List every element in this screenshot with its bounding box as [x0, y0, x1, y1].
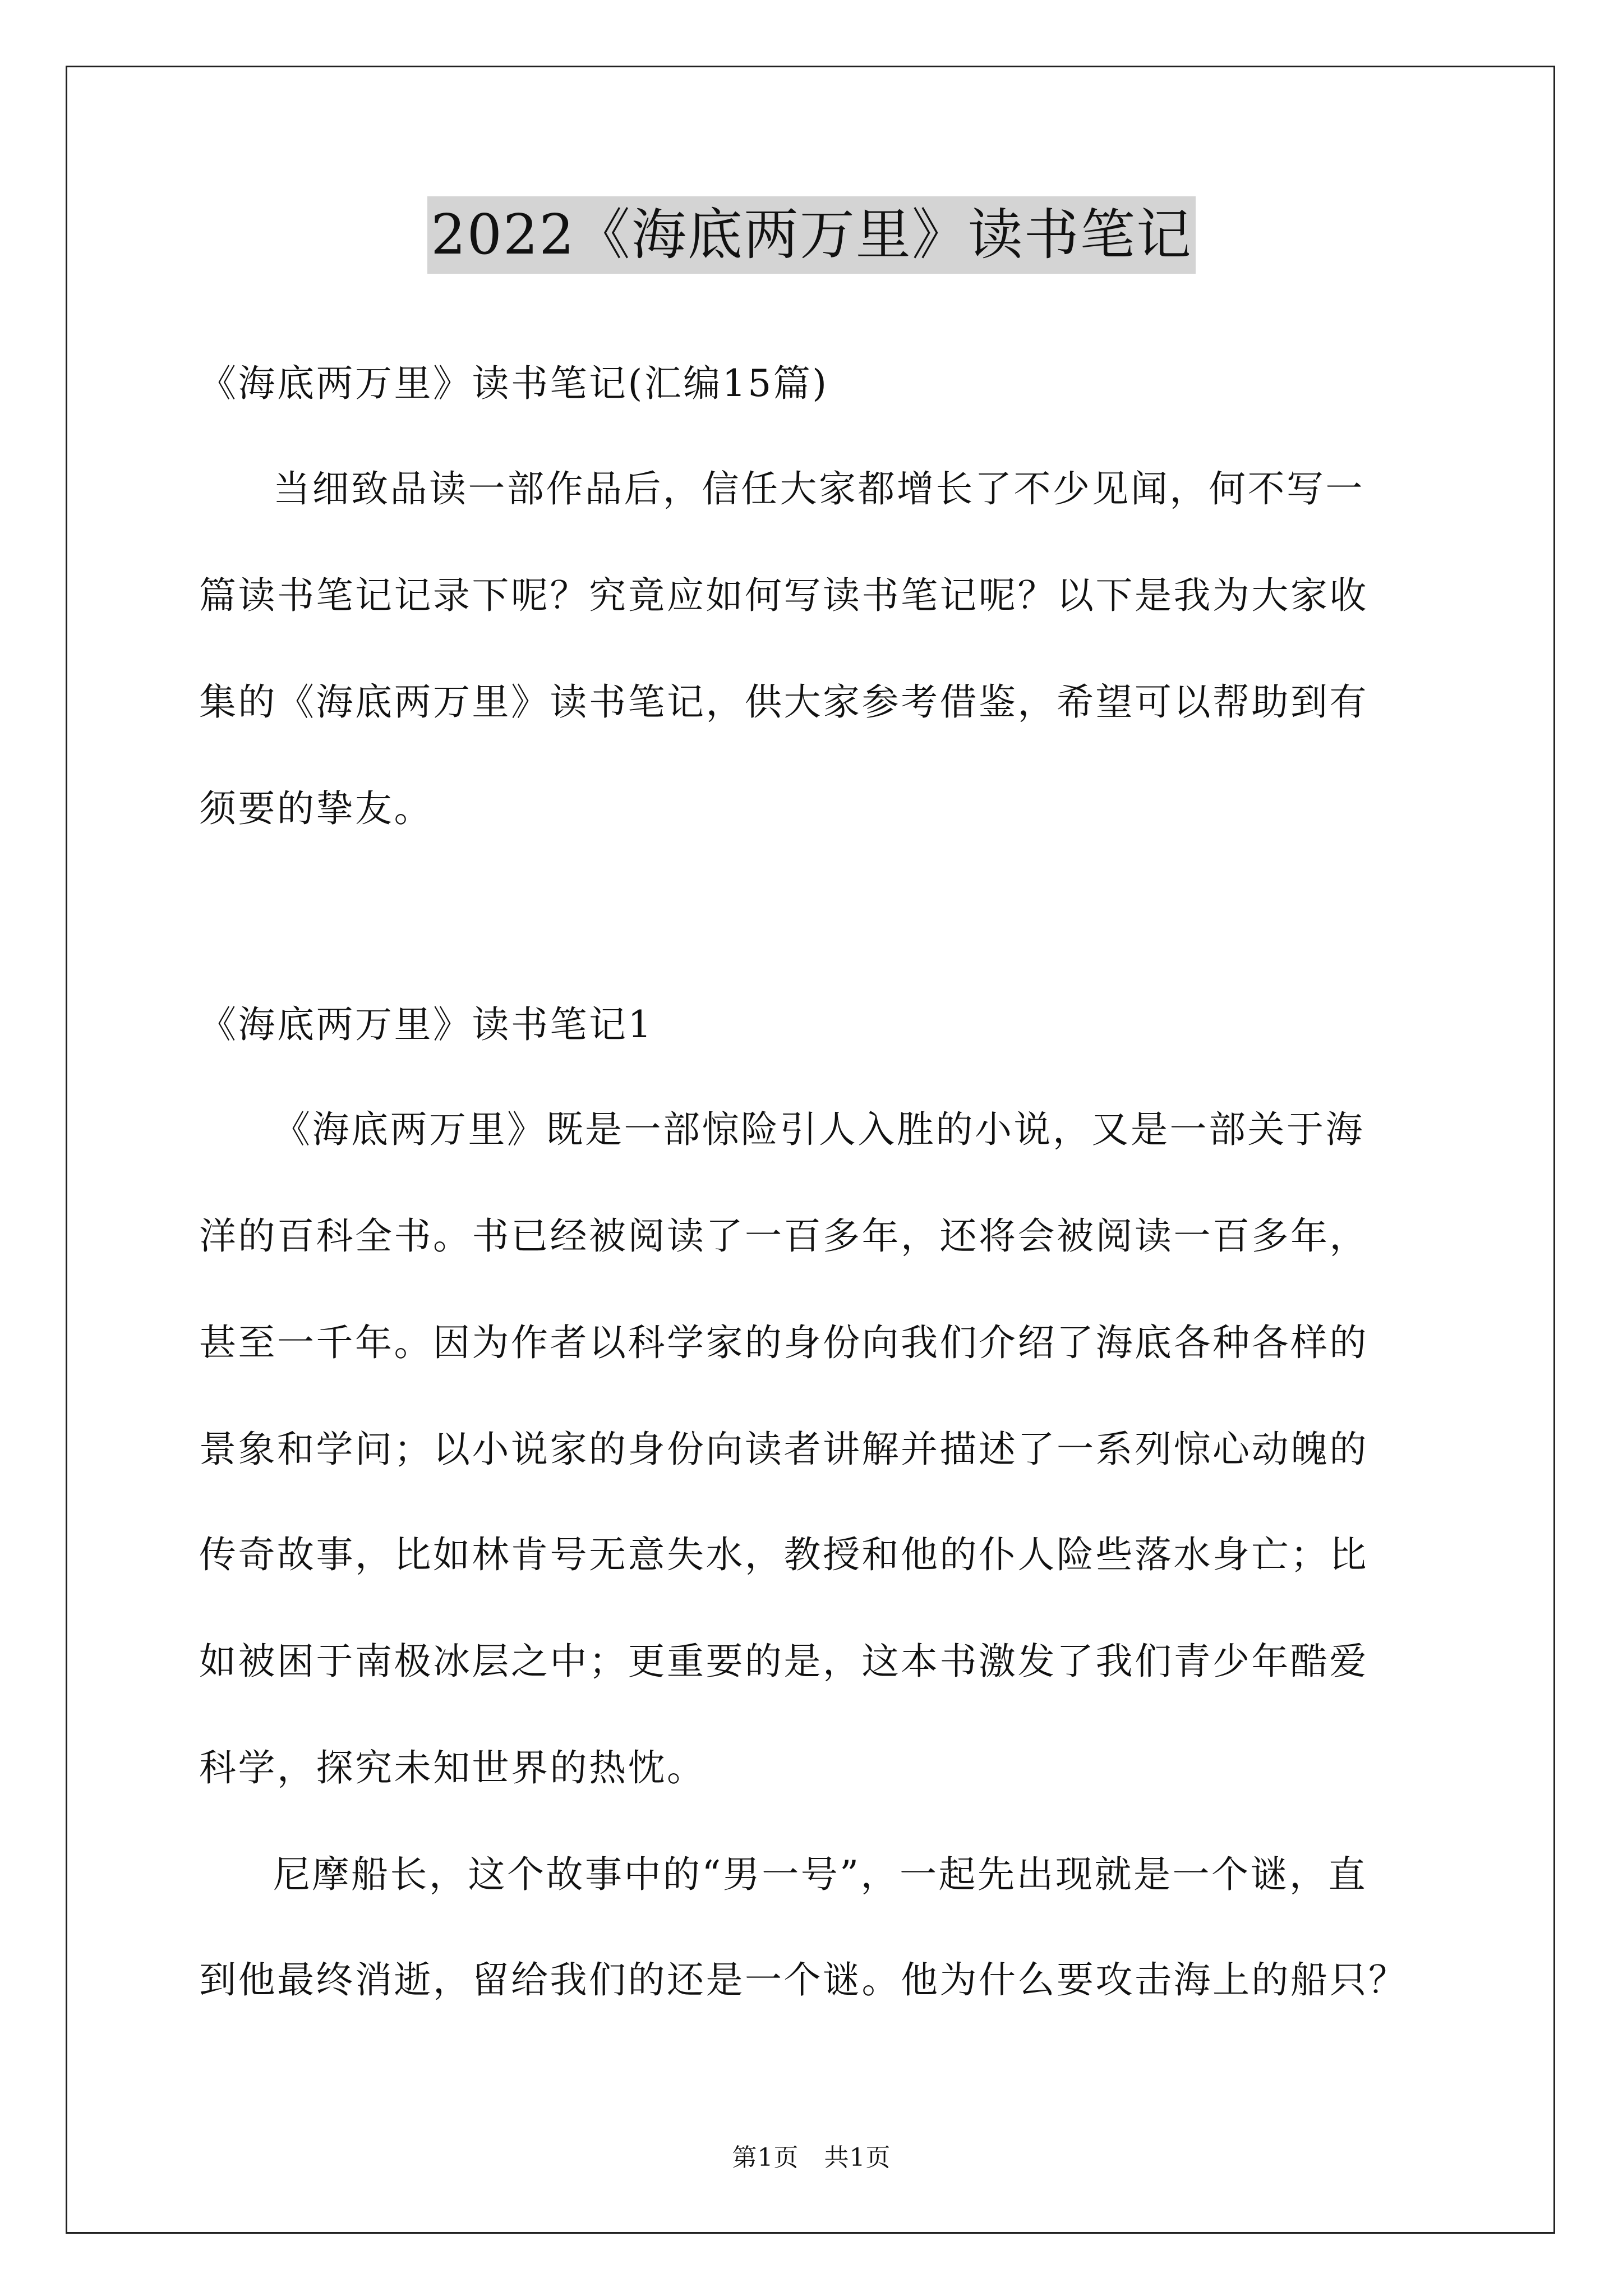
paragraph1-line-1: 《海底两万里》既是一部惊险引人入胜的小说，又是一部关于海 [273, 1108, 1364, 1151]
paragraph1-line-3: 甚至一千年。因为作者以科学家的身份向我们介绍了海底各种各样的 [199, 1321, 1368, 1364]
intro-line-4: 须要的挚友。 [199, 787, 433, 830]
document-title: 2022《海底两万里》读书笔记 [427, 196, 1195, 274]
paragraph1-line-7: 科学，探究未知世界的热忱。 [199, 1746, 706, 1789]
paragraph1-line-2: 洋的百科全书。书已经被阅读了一百多年，还将会被阅读一百多年， [199, 1214, 1368, 1258]
paragraph1-line-6: 如被困于南极冰层之中；更重要的是，这本书激发了我们青少年酷爱 [199, 1640, 1368, 1683]
paragraph1-line-5: 传奇故事，比如林肯号无意失水，教授和他的仆人险些落水身亡；比 [199, 1533, 1368, 1576]
document-subtitle: 《海底两万里》读书笔记(汇编15篇) [199, 362, 829, 405]
section-heading: 《海底两万里》读书笔记1 [199, 1003, 653, 1046]
title-container [0, 196, 1623, 274]
intro-line-3: 集的《海底两万里》读书笔记，供大家参考借鉴，希望可以帮助到有 [199, 680, 1368, 724]
page-number-footer: 第1页 共1页 [732, 2143, 891, 2172]
intro-line-2: 篇读书笔记记录下呢？究竟应如何写读书笔记呢？以下是我为大家收 [199, 574, 1368, 617]
paragraph1-line-4: 景象和学问；以小说家的身份向读者讲解并描述了一系列惊心动魄的 [199, 1428, 1368, 1471]
intro-line-1: 当细致品读一部作品后，信任大家都增长了不少见闻，何不写一 [273, 467, 1364, 510]
paragraph2-line-2: 到他最终消逝，留给我们的还是一个谜。他为什么要攻击海上的船只？ [199, 1958, 1408, 2001]
paragraph2-line-1: 尼摩船长，这个故事中的“男一号”，一起先出现就是一个谜，直 [273, 1853, 1367, 1896]
